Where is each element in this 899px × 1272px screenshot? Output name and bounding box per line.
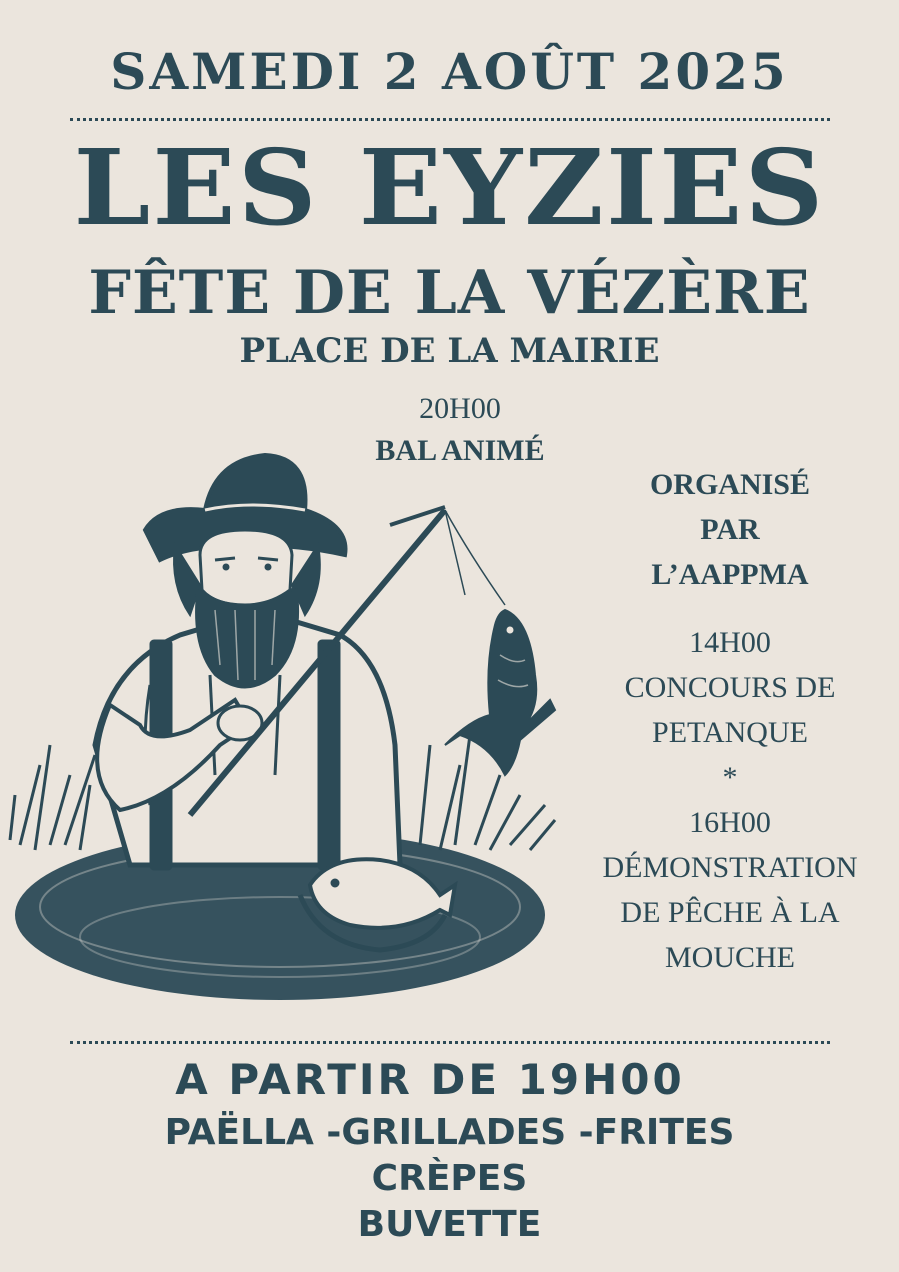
event-date: SAMEDI 2 AOÛT 2025 <box>110 42 789 101</box>
poster-title: LES EYZIES <box>73 126 826 249</box>
dinner-bar: BUVETTE <box>357 1204 542 1245</box>
activity-2-line-2: DE PÊCHE À LA <box>620 896 840 929</box>
poster-subtitle: FÊTE DE LA VÉZÈRE <box>88 258 811 328</box>
activity-1-time: 14H00 <box>689 626 771 659</box>
divider-top <box>70 118 830 121</box>
reeds-left-icon <box>10 745 95 850</box>
activities-block <box>580 620 880 980</box>
organizer-line-2: PAR <box>700 513 760 546</box>
hanging-fish-icon <box>445 610 555 775</box>
organizer-line-1: ORGANISÉ <box>649 468 811 501</box>
dinner-menu: PAËLLA -GRILLADES -FRITES <box>164 1112 735 1153</box>
activity-1-line-2: PETANQUE <box>652 716 808 749</box>
activity-2-line-1: DÉMONSTRATION <box>602 851 858 884</box>
activity-separator: * <box>722 761 738 794</box>
fisherman-illustration <box>0 445 580 1035</box>
face-icon <box>200 530 292 605</box>
dinner-crepes: CRÈPES <box>371 1158 528 1199</box>
evening-time: 20H00 <box>419 392 501 425</box>
organizer-block <box>580 462 880 597</box>
evening-event: BAL ANIMÉ <box>375 434 545 467</box>
event-place: PLACE DE LA MAIRIE <box>239 331 660 371</box>
activity-1-line-1: CONCOURS DE <box>624 671 836 704</box>
dinner-start: A PARTIR DE 19H00 <box>175 1055 685 1104</box>
activity-2-line-3: MOUCHE <box>664 941 795 974</box>
divider-bottom <box>70 1041 830 1044</box>
activity-2-time: 16H00 <box>689 806 771 839</box>
organizer-line-3: L’AAPPMA <box>651 558 809 591</box>
